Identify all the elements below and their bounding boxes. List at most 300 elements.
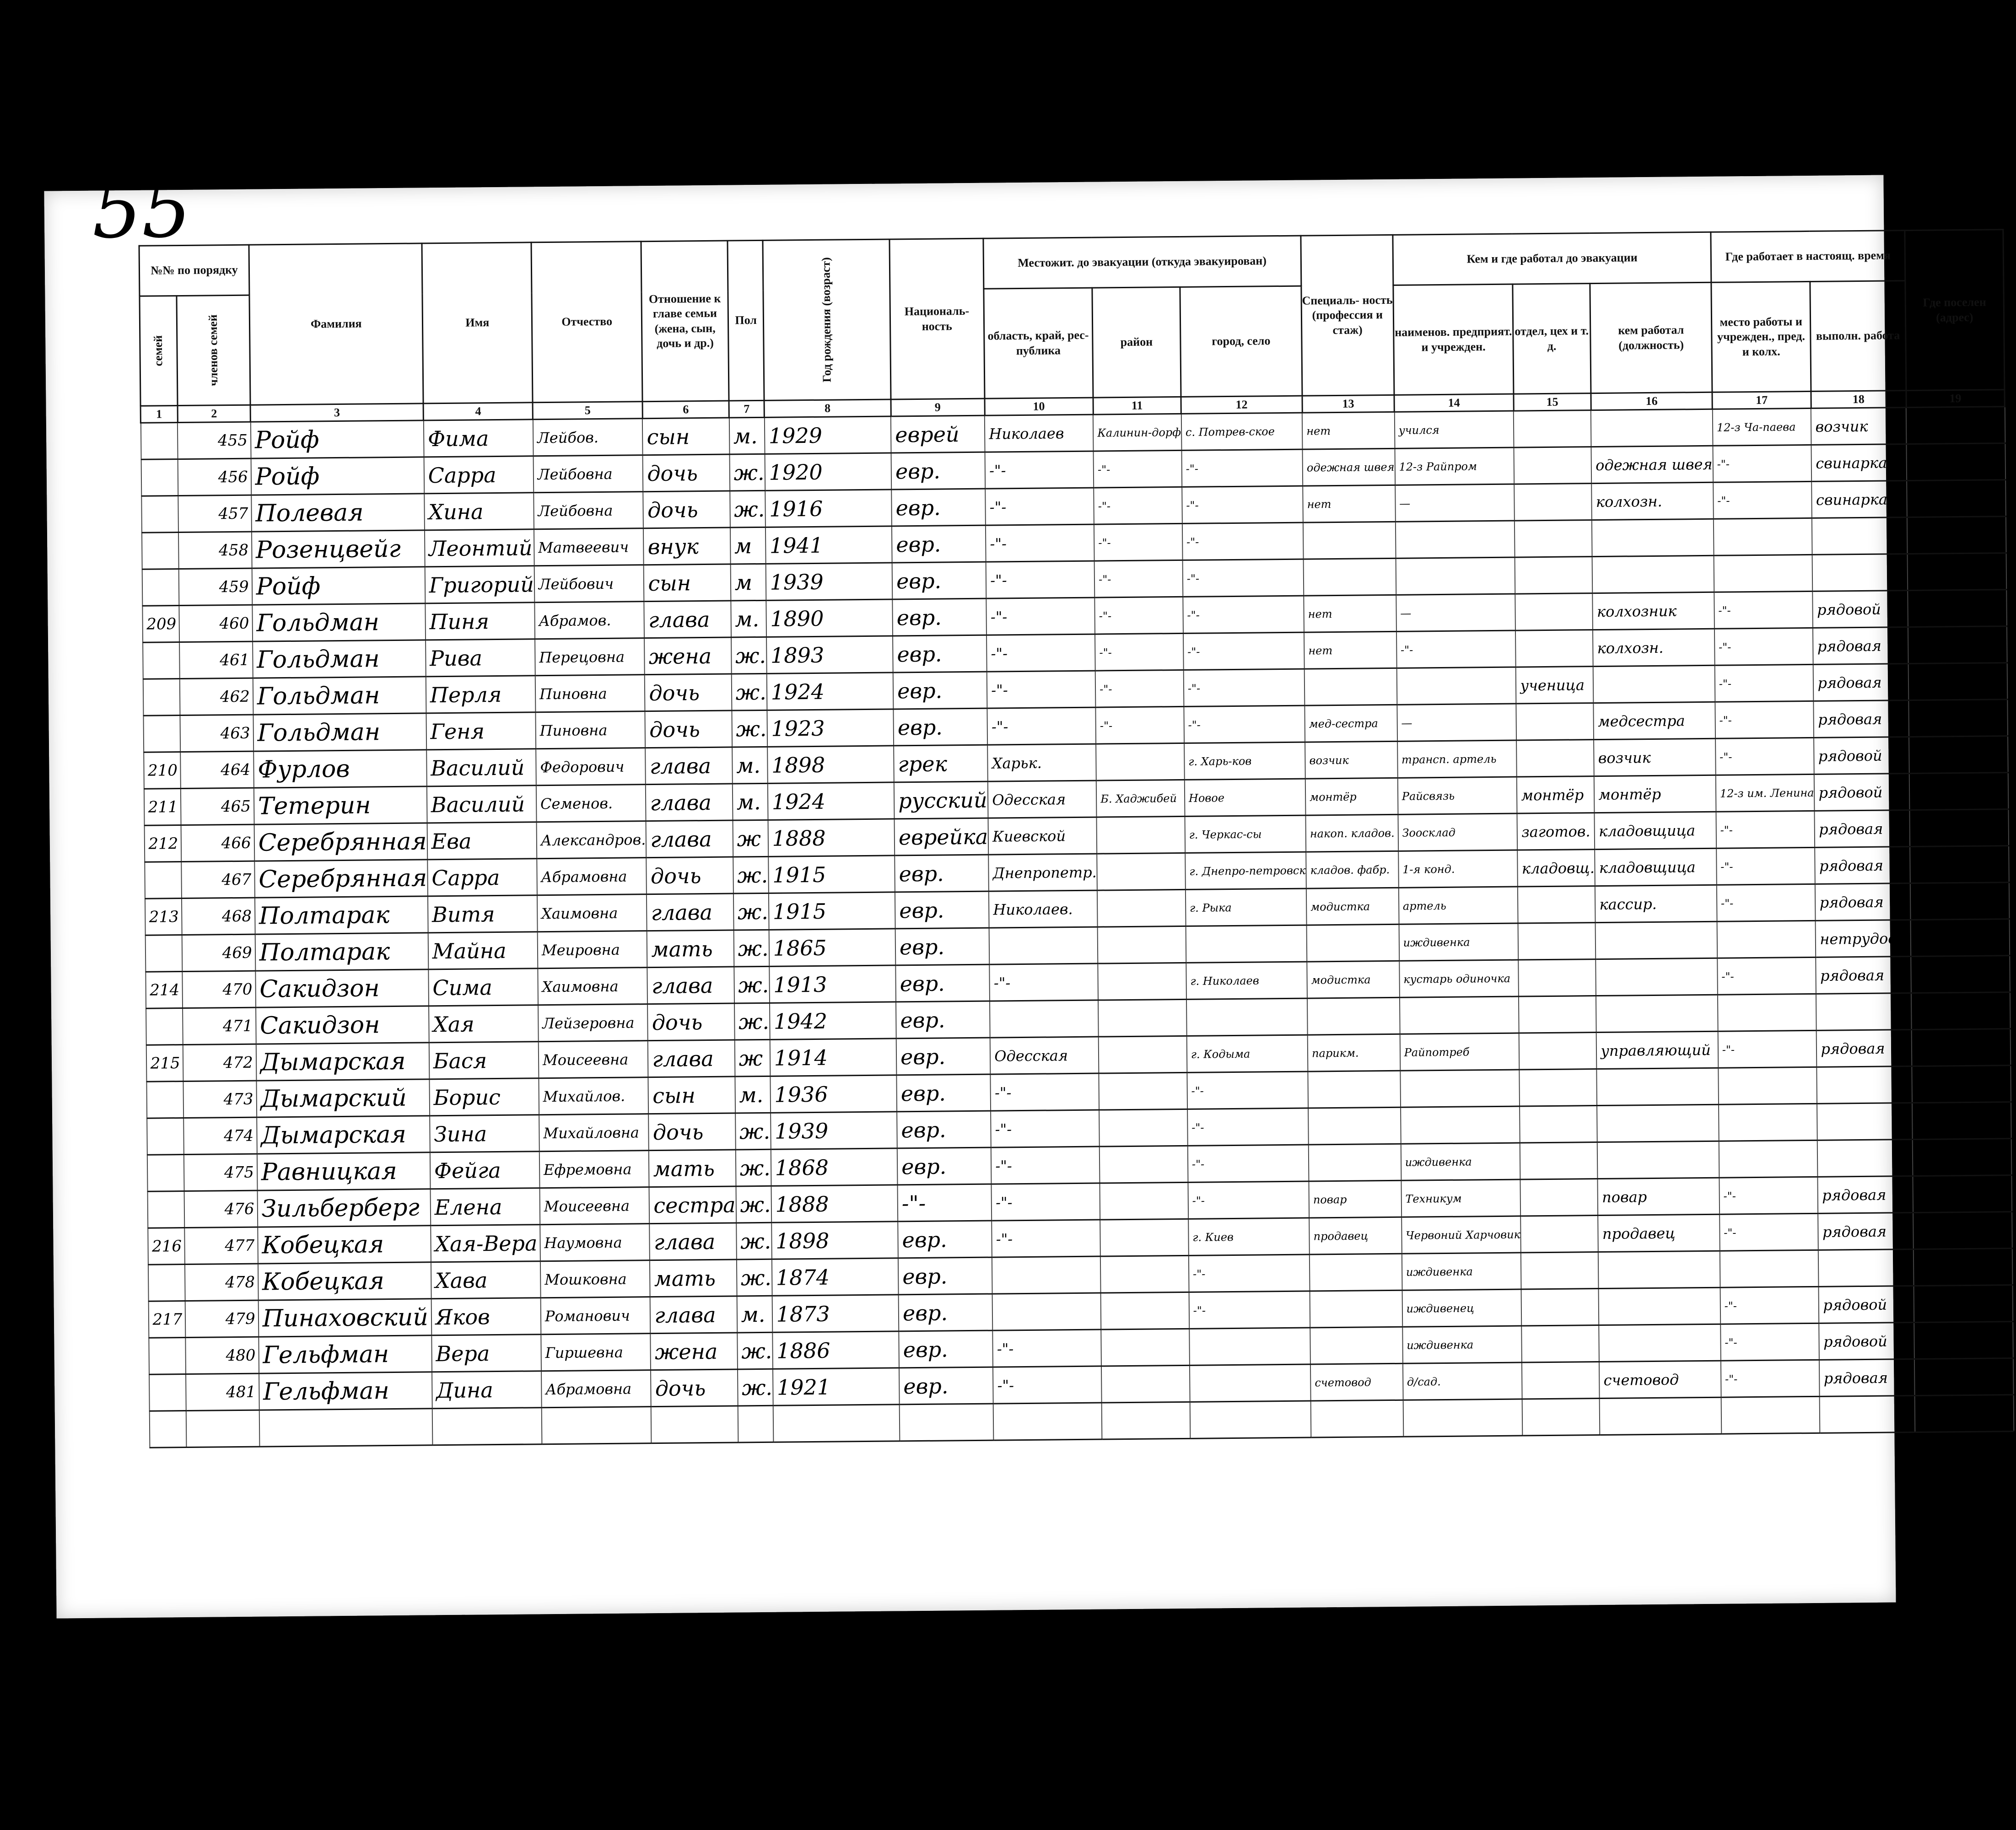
town-cell: с. Потрев-ское xyxy=(1181,413,1303,450)
sex-cell: ж. xyxy=(731,637,767,674)
family-number xyxy=(147,1191,185,1228)
empty-cell xyxy=(1102,1402,1190,1439)
specialty-cell xyxy=(1310,1327,1402,1364)
birth-year-cell: 1890 xyxy=(766,599,893,637)
patronymic-cell: Лейзеровна xyxy=(538,1004,648,1042)
nationality-cell: евр. xyxy=(895,928,990,965)
patronymic-cell: Федорович xyxy=(536,748,646,786)
workplace-cell: -"- xyxy=(1714,591,1813,629)
settled-cell: -"- xyxy=(1911,956,2010,993)
district-cell: Б. Хаджибей xyxy=(1096,780,1185,817)
department-cell xyxy=(1521,1252,1599,1289)
name-cell: Хая xyxy=(429,1005,539,1043)
name-cell: Ева xyxy=(427,822,537,860)
column-number: 1 xyxy=(140,406,178,423)
enterprise-cell: Зоосклад xyxy=(1398,813,1517,851)
page-number: 55 xyxy=(92,164,192,256)
patronymic-cell: Моисеевна xyxy=(539,1041,648,1078)
sex-cell: ж. xyxy=(733,893,769,930)
nationality-cell: евр. xyxy=(895,891,989,929)
column-number: 2 xyxy=(178,405,251,422)
nationality-cell: евр. xyxy=(898,1257,992,1295)
birth-year-cell: 1915 xyxy=(769,892,895,930)
relation-cell: глава xyxy=(646,747,733,785)
nationality-cell: еврей xyxy=(891,415,985,453)
surname-cell: Серебрянная xyxy=(254,860,428,898)
department-cell xyxy=(1520,1069,1597,1106)
birth-year-cell: 1868 xyxy=(771,1148,897,1186)
region-cell: Николаев. xyxy=(989,890,1098,928)
department-cell xyxy=(1515,630,1593,667)
relation-cell: дочь xyxy=(645,674,732,711)
birth-year-cell: 1921 xyxy=(773,1368,900,1405)
region-cell: -"- xyxy=(992,1220,1100,1257)
nationality-cell: евр. xyxy=(891,452,986,490)
workplace-cell xyxy=(1718,1067,1817,1104)
region-cell: -"- xyxy=(991,1073,1100,1111)
patronymic-cell: Михайлов. xyxy=(539,1077,648,1115)
department-cell: заготов. xyxy=(1517,813,1595,850)
town-cell: -"- xyxy=(1182,522,1304,560)
header-families-label: семей xyxy=(151,335,165,366)
surname-cell: Гольдман xyxy=(253,713,426,751)
district-cell xyxy=(1098,963,1186,1000)
nationality-cell: евр. xyxy=(896,1001,990,1039)
town-cell xyxy=(1186,998,1308,1036)
district-cell xyxy=(1100,1219,1188,1256)
name-cell: Фима xyxy=(424,420,534,457)
town-cell xyxy=(1189,1328,1310,1365)
member-number: 472 xyxy=(183,1044,256,1081)
department-cell xyxy=(1519,1033,1597,1070)
enterprise-cell: артель xyxy=(1399,887,1518,924)
region-cell: -"- xyxy=(990,963,1099,1001)
header-members-label: членов семей xyxy=(206,314,221,387)
region-cell: Днепропетр. xyxy=(988,854,1097,891)
member-number: 465 xyxy=(181,788,254,825)
patronymic-cell: Гиршевна xyxy=(541,1334,651,1371)
position-cell: колхозн. xyxy=(1592,482,1714,520)
empty-cell xyxy=(1915,1395,2014,1432)
nationality-cell: евр. xyxy=(897,1111,991,1148)
region-cell: -"- xyxy=(991,1110,1100,1147)
settled-cell: -"- xyxy=(1912,1066,2011,1103)
department-cell xyxy=(1518,886,1596,923)
member-number: 474 xyxy=(184,1117,257,1154)
specialty-cell: нет xyxy=(1304,631,1396,669)
member-number: 476 xyxy=(184,1190,258,1227)
specialty-cell xyxy=(1303,522,1396,559)
relation-cell: глава xyxy=(650,1296,737,1334)
sex-cell: м xyxy=(730,564,766,601)
surname-cell: Кобецкая xyxy=(258,1262,431,1300)
job-done-cell: рядовая xyxy=(1813,627,1908,665)
birth-year-cell: 1939 xyxy=(771,1112,897,1149)
relation-cell: дочь xyxy=(643,454,730,492)
workplace-cell: -"- xyxy=(1718,1030,1817,1068)
family-number xyxy=(149,1337,186,1374)
patronymic-cell: Ефремовна xyxy=(539,1151,649,1188)
family-number xyxy=(149,1374,187,1411)
header-district: район xyxy=(1092,287,1181,398)
surname-cell: Гольдман xyxy=(253,677,426,715)
member-number: 473 xyxy=(183,1081,257,1118)
nationality-cell: евр. xyxy=(899,1294,993,1331)
empty-cell xyxy=(993,1403,1102,1440)
job-done-cell: рядовая xyxy=(1813,664,1908,701)
member-number: 464 xyxy=(181,751,254,788)
nationality-cell: евр. xyxy=(895,855,989,892)
district-cell xyxy=(1097,889,1186,927)
header-department: отдел, цех и т. д. xyxy=(1513,284,1591,394)
column-number: 11 xyxy=(1093,397,1181,414)
specialty-cell: мед-сестра xyxy=(1304,705,1397,742)
column-number: 18 xyxy=(1811,391,1906,409)
settled-cell: -"- xyxy=(1908,626,2007,664)
settled-cell: -"- xyxy=(1914,1322,2013,1359)
job-done-cell: рядовая xyxy=(1819,1359,1914,1397)
specialty-cell: парикм. xyxy=(1308,1034,1400,1071)
name-cell: Майна xyxy=(428,932,538,969)
patronymic-cell: Лейбовна xyxy=(534,492,643,529)
job-done-cell: нетрудосп. xyxy=(1816,920,1911,958)
department-cell xyxy=(1518,923,1596,960)
region-cell: -"- xyxy=(985,488,1094,525)
district-cell xyxy=(1100,1255,1189,1293)
column-number: 15 xyxy=(1514,393,1591,411)
specialty-cell: одежная швея xyxy=(1303,448,1395,486)
settled-cell: -"- xyxy=(1910,883,2009,920)
settled-cell: — xyxy=(1907,517,2006,554)
job-done-cell xyxy=(1817,1140,1913,1177)
family-number xyxy=(148,1265,185,1302)
relation-cell: мать xyxy=(647,930,734,968)
sex-cell: м. xyxy=(733,783,768,820)
member-number: 468 xyxy=(182,898,255,935)
enterprise-cell: — xyxy=(1397,704,1516,741)
workplace-cell xyxy=(1720,1250,1819,1287)
sex-cell: м. xyxy=(735,1076,771,1113)
member-number: 462 xyxy=(180,678,253,715)
header-job-done: выполн. работа xyxy=(1810,281,1906,392)
relation-cell: жена xyxy=(651,1333,738,1370)
settled-cell: -"- xyxy=(1908,700,2007,737)
name-cell: Григорий xyxy=(425,566,534,603)
register-rows xyxy=(140,407,2014,1448)
nationality-cell: евр. xyxy=(892,562,986,599)
name-cell: Сима xyxy=(428,969,538,1006)
column-number: 4 xyxy=(423,403,533,420)
family-number xyxy=(141,459,178,496)
town-cell: -"- xyxy=(1188,1181,1309,1219)
enterprise-cell: иждивенец xyxy=(1402,1289,1521,1327)
surname-cell: Тетерин xyxy=(254,786,427,824)
district-cell: -"- xyxy=(1096,706,1184,744)
patronymic-cell: Абрамовна xyxy=(537,858,647,895)
empty-cell xyxy=(773,1405,900,1442)
family-number xyxy=(142,569,179,606)
relation-cell: глава xyxy=(648,1040,735,1077)
position-cell: возчик xyxy=(1594,738,1715,776)
nationality-cell: евр. xyxy=(892,525,986,563)
job-done-cell: рядовая xyxy=(1815,883,1910,921)
relation-cell: глава xyxy=(647,967,734,1004)
region-cell: Харьк. xyxy=(987,744,1096,781)
enterprise-cell: иждивенка xyxy=(1401,1143,1520,1180)
surname-cell: Кобецкая xyxy=(258,1226,431,1264)
department-cell xyxy=(1515,484,1592,521)
empty-cell xyxy=(738,1405,773,1442)
settled-cell: -"- xyxy=(1913,1212,2012,1249)
town-cell: г. Кодыма xyxy=(1187,1035,1308,1072)
town-cell: г. Николаев xyxy=(1186,962,1307,999)
name-cell: Дина xyxy=(432,1371,542,1409)
relation-cell: глава xyxy=(646,820,733,858)
job-done-cell: свинарка xyxy=(1811,444,1907,482)
family-number: 213 xyxy=(145,899,182,936)
job-done-cell xyxy=(1816,993,1911,1031)
empty-cell xyxy=(1403,1399,1522,1437)
family-number xyxy=(141,496,179,533)
region-cell: -"- xyxy=(986,561,1095,598)
specialty-cell xyxy=(1304,558,1396,596)
nationality-cell: евр. xyxy=(893,672,987,709)
settled-cell: -"- xyxy=(1910,846,2009,883)
workplace-cell: -"- xyxy=(1721,1360,1820,1397)
column-number: 5 xyxy=(533,402,642,420)
surname-cell: Дымарский xyxy=(256,1079,430,1117)
position-cell: монтёр xyxy=(1594,775,1716,813)
column-number: 17 xyxy=(1712,391,1811,409)
birth-year-cell: 1916 xyxy=(765,490,892,527)
workplace-cell: -"- xyxy=(1720,1286,1819,1324)
town-cell: -"- xyxy=(1181,449,1303,487)
column-number: 7 xyxy=(729,400,764,418)
patronymic-cell: Наумовна xyxy=(540,1224,650,1261)
surname-cell: Полевая xyxy=(251,494,425,532)
birth-year-cell: 1923 xyxy=(767,709,894,747)
header-birth-year xyxy=(763,239,890,400)
town-cell: г. Харь-ков xyxy=(1184,742,1305,780)
family-number xyxy=(143,716,181,753)
settled-cell: 12-з им. Ленина xyxy=(1909,773,2008,810)
town-cell: г. Киев xyxy=(1188,1218,1310,1255)
column-number: 3 xyxy=(250,404,423,422)
region-cell: -"- xyxy=(993,1329,1102,1367)
region-cell: -"- xyxy=(987,671,1096,708)
enterprise-cell: кустарь одиночка xyxy=(1399,960,1519,997)
job-done-cell: рядовая xyxy=(1816,957,1911,994)
town-cell: г. Рыка xyxy=(1186,888,1307,926)
region-cell xyxy=(992,1256,1101,1294)
name-cell: Василий xyxy=(427,786,537,823)
birth-year-cell: 1865 xyxy=(769,929,895,966)
department-cell xyxy=(1521,1289,1599,1326)
sex-cell: ж. xyxy=(730,490,765,527)
position-cell: управляющий xyxy=(1596,1031,1718,1069)
header-specialty: Специаль- ность (профессия и стаж) xyxy=(1301,235,1395,396)
position-cell: колхозник xyxy=(1593,592,1714,630)
column-number: 13 xyxy=(1302,395,1395,413)
town-cell: -"- xyxy=(1187,1108,1309,1146)
position-cell xyxy=(1599,1287,1720,1325)
position-cell xyxy=(1597,1104,1719,1142)
surname-cell: Зильберберг xyxy=(257,1189,431,1227)
sex-cell: м. xyxy=(729,417,765,454)
nationality-cell: евр. xyxy=(898,1221,992,1258)
birth-year-cell: 1939 xyxy=(765,563,892,600)
workplace-cell xyxy=(1714,518,1812,555)
workplace-cell: -"- xyxy=(1716,847,1815,885)
district-cell xyxy=(1099,1109,1187,1146)
town-cell: -"- xyxy=(1182,559,1304,597)
family-number: 209 xyxy=(142,606,180,643)
relation-cell: глава xyxy=(644,601,731,638)
department-cell xyxy=(1522,1325,1600,1362)
nationality-cell: евр. xyxy=(891,489,986,526)
relation-cell: мать xyxy=(650,1259,737,1297)
district-cell xyxy=(1100,1146,1188,1183)
workplace-cell xyxy=(1717,920,1816,958)
specialty-cell xyxy=(1307,997,1400,1035)
workplace-cell: -"- xyxy=(1716,811,1815,848)
name-cell: Сарра xyxy=(424,456,534,494)
empty-cell xyxy=(1600,1397,1721,1435)
header-order-group: №№ по порядку xyxy=(139,245,249,296)
family-number: 211 xyxy=(144,789,181,826)
member-number: 467 xyxy=(182,861,255,898)
position-cell: счетовод xyxy=(1599,1361,1721,1398)
empty-cell xyxy=(651,1406,738,1443)
birth-year-cell: 1942 xyxy=(770,1002,896,1039)
workplace-cell: -"- xyxy=(1719,1177,1818,1214)
position-cell: продавец xyxy=(1598,1214,1720,1252)
member-number: 457 xyxy=(178,495,252,532)
position-cell xyxy=(1597,1068,1719,1105)
header-position: кем работал (должность) xyxy=(1590,282,1713,393)
position-cell: колхозн. xyxy=(1593,629,1714,666)
empty-cell xyxy=(1721,1396,1820,1434)
header-birth-year-label: Год рождения (возраст) xyxy=(819,257,834,383)
sex-cell: ж. xyxy=(734,1003,770,1040)
empty-cell xyxy=(186,1410,259,1447)
workplace-cell: -"- xyxy=(1713,445,1811,482)
header-surname: Фамилия xyxy=(249,243,423,405)
name-cell: Рива xyxy=(426,639,535,677)
position-cell xyxy=(1593,665,1715,703)
nationality-cell: грек xyxy=(894,745,988,782)
department-cell xyxy=(1514,447,1592,484)
name-cell: Перля xyxy=(426,676,535,713)
birth-year-cell: 1874 xyxy=(772,1258,899,1296)
position-cell: одежная швея xyxy=(1591,446,1713,483)
enterprise-cell: учился xyxy=(1394,411,1514,448)
settled-cell: -"- xyxy=(1910,809,2009,847)
birth-year-cell: 1914 xyxy=(770,1039,896,1076)
department-cell xyxy=(1516,703,1594,740)
name-cell: Леонтий xyxy=(425,529,534,567)
patronymic-cell: Хаимовна xyxy=(537,894,647,932)
settled-cell: -"- xyxy=(1914,1358,2013,1396)
town-cell: -"- xyxy=(1188,1145,1309,1182)
nationality-cell: евр. xyxy=(897,1147,992,1185)
specialty-cell xyxy=(1310,1290,1402,1328)
nationality-cell: евр. xyxy=(895,964,990,1002)
relation-cell: внук xyxy=(643,527,730,565)
member-number: 480 xyxy=(186,1337,259,1374)
department-cell xyxy=(1520,1179,1598,1216)
birth-year-cell: 1888 xyxy=(768,819,895,856)
family-number: 215 xyxy=(146,1045,183,1082)
surname-cell: Гельфман xyxy=(259,1372,432,1410)
district-cell: -"- xyxy=(1095,633,1183,671)
district-cell: Калинин-дорф xyxy=(1093,414,1181,451)
empty-cell xyxy=(1522,1399,1600,1436)
job-done-cell: рядовая xyxy=(1814,700,1909,738)
region-cell: -"- xyxy=(985,451,1094,489)
settled-cell: -"- xyxy=(1908,590,2006,627)
sex-cell: м xyxy=(730,527,766,564)
sex-cell: ж. xyxy=(737,1332,773,1369)
district-cell xyxy=(1100,1182,1188,1220)
header-current-group: Где работает в настоящ. время xyxy=(1711,231,1905,283)
enterprise-cell: Райпотреб xyxy=(1400,1033,1519,1071)
job-done-cell: возчик xyxy=(1811,408,1906,445)
workplace-cell: -"- xyxy=(1714,664,1813,702)
workplace-cell: 12-з Ча-паева xyxy=(1713,408,1811,446)
sex-cell: ж. xyxy=(735,1113,771,1150)
district-cell: -"- xyxy=(1095,670,1184,707)
relation-cell: сестра xyxy=(649,1186,736,1224)
name-cell: Хая-Вера xyxy=(431,1225,540,1262)
surname-cell: Сакидзон xyxy=(256,1006,429,1044)
member-number: 461 xyxy=(179,641,253,678)
patronymic-cell: Лейбович xyxy=(534,565,644,603)
relation-cell: мать xyxy=(649,1150,736,1187)
settled-cell: -"- xyxy=(1907,480,2005,517)
specialty-cell: возчик xyxy=(1305,741,1397,779)
specialty-cell xyxy=(1307,924,1399,962)
settled-cell xyxy=(1911,919,2010,957)
name-cell: Вера xyxy=(431,1335,541,1372)
town-cell: Новое xyxy=(1185,779,1306,816)
family-number xyxy=(147,1118,184,1155)
surname-cell: Дымарская xyxy=(256,1043,429,1081)
workplace-cell: -"- xyxy=(1720,1213,1818,1251)
enterprise-cell: иждивенка xyxy=(1399,923,1518,961)
position-cell: кладовщица xyxy=(1595,848,1717,886)
nationality-cell: -"- xyxy=(898,1184,992,1222)
region-cell: Киевской xyxy=(988,817,1097,855)
relation-cell: дочь xyxy=(651,1369,738,1407)
settled-cell: -"- xyxy=(1908,663,2007,700)
birth-year-cell: 1924 xyxy=(767,782,894,820)
birth-year-cell: 1893 xyxy=(766,636,893,673)
family-number xyxy=(146,1082,184,1119)
enterprise-cell xyxy=(1396,667,1516,705)
relation-cell: сын xyxy=(648,1076,735,1114)
region-cell xyxy=(992,1293,1101,1330)
position-cell xyxy=(1592,555,1714,593)
enterprise-cell: 1-я конд. xyxy=(1398,850,1518,888)
member-number: 475 xyxy=(184,1154,257,1191)
patronymic-cell: Лейбов. xyxy=(533,419,643,456)
position-cell: кладовщица xyxy=(1595,812,1716,849)
position-cell xyxy=(1597,1141,1719,1179)
town-cell: -"- xyxy=(1182,486,1303,523)
town-cell: -"- xyxy=(1189,1254,1310,1292)
region-cell: Одесская xyxy=(988,780,1097,818)
